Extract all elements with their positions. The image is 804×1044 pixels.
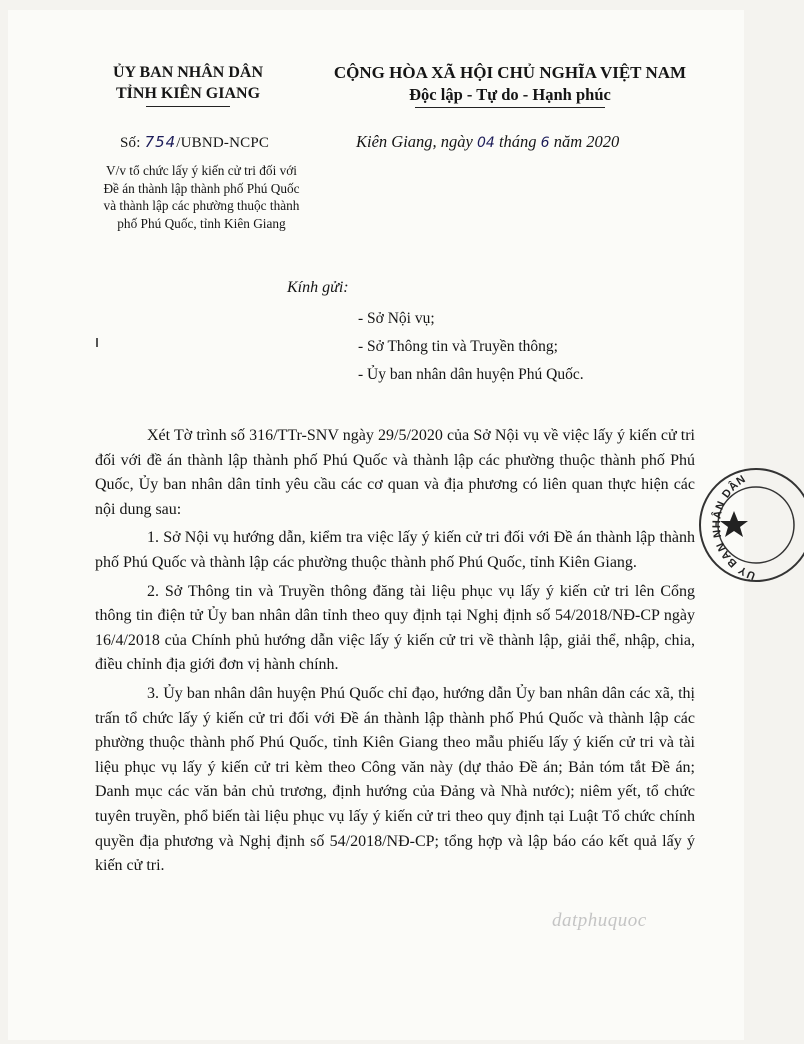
document-body <box>95 424 695 883</box>
issuing-organization <box>78 62 298 107</box>
watermark: datphuquoc <box>552 910 647 931</box>
docno-suffix: /UBND-NCPC <box>176 135 270 151</box>
subject-line-4: phố Phú Quốc, tỉnh Kiên Giang <box>117 215 286 231</box>
nation-title: CỘNG HÒA XÃ HỘI CHỦ NGHĨA VIỆT NAM <box>333 63 687 82</box>
document-number <box>120 133 269 152</box>
docno-number: 754 <box>144 133 177 151</box>
official-seal-icon <box>694 455 804 595</box>
greeting: Kính gửi: <box>287 279 349 296</box>
org-line-1: ỦY BAN NHÂN DÂN <box>112 64 264 81</box>
scan-mark <box>96 338 98 347</box>
national-motto: Độc lập - Tự do - Hạnh phúc <box>409 85 611 104</box>
date-month: 6 <box>540 135 550 151</box>
subject-line-3: và thành lập các phường thuộc thành <box>103 198 300 213</box>
subject-line-1: V/v tổ chức lấy ý kiến cử tri đối với <box>106 163 297 178</box>
date-line <box>356 132 619 152</box>
date-month-label: tháng <box>498 132 537 151</box>
national-heading <box>330 62 690 108</box>
org-underline <box>146 106 230 107</box>
item-3-paragraph: 3. Ủy ban nhân dân huyện Phú Quốc chỉ đạo, hướng dẫn Ủy ban nhân dân các xã, thị trấn tổ chức lấy ý kiến cử tri đối với Đề án thành lập thành phố Phú Quốc và thành lập các phường thuộc thành phố Phú Quốc, tỉnh Kiên Giang theo mẫu phiếu lấy ý kiến cử tri và tài liệu phục vụ lấy ý kiến cử tri kèm theo Công văn này (dự thảo Đề án; Bản tóm tắt Đề án; Danh mục các văn bản chủ trương, định hướng của Đảng và Nhà nước); niêm yết, tổ chức tuyên truyền, phổ biến tài liệu phục vụ lấy ý kiến cử tri theo quy định tại Luật Tổ chức chính quyền địa phương và Nghị định số 54/2018/NĐ-CP; tổng hợp và lập báo cáo kết quả lấy ý kiến cử tri. <box>95 684 695 875</box>
subject-summary <box>74 162 329 232</box>
org-line-2: TỈNH KIÊN GIANG <box>115 85 261 102</box>
item-2-paragraph: 2. Sở Thông tin và Truyền thông đăng tài liệu phục vụ lấy ý kiến cử tri lên Cổng thông tin điện tử Ủy ban nhân dân tỉnh theo quy định tại Nghị định số 54/2018/NĐ-CP ngày 16/4/2018 của Chính phủ hướng dẫn việc lấy ý kiến cử tri về thành lập, giải thể, nhập, chia, điều chỉnh địa giới đơn vị hành chính. <box>95 582 695 674</box>
item-1-paragraph: 1. Sở Nội vụ hướng dẫn, kiểm tra việc lấy ý kiến cử tri đối với Đề án thành lập thành phố Phú Quốc và thành lập các phường thuộc thành phố Phú Quốc, tỉnh Kiên Giang. <box>95 529 695 571</box>
docno-prefix: Số: <box>120 135 141 151</box>
date-prefix: Kiên Giang, ngày <box>356 132 473 151</box>
recipient-item: - Ủy ban nhân dân huyện Phú Quốc. <box>358 366 584 383</box>
motto-underline <box>415 107 605 108</box>
recipient-list <box>358 305 584 389</box>
recipient-item: - Sở Thông tin và Truyền thông; <box>358 338 558 355</box>
intro-paragraph: Xét Tờ trình số 316/TTr-SNV ngày 29/5/2020 của Sở Nội vụ về việc lấy ý kiến cử tri đối với đề án thành lập thành phố Phú Quốc và thành lập các phường thuộc thành phố Phú Quốc, Ủy ban nhân dân tỉnh yêu cầu các cơ quan và địa phương có liên quan thực hiện các nội dung sau: <box>95 427 695 518</box>
date-year: năm 2020 <box>553 132 620 151</box>
subject-line-2: Đề án thành lập thành phố Phú Quốc <box>103 180 300 196</box>
date-day: 04 <box>477 135 495 151</box>
seal-text: ỦY BAN NHÂN DÂN <box>710 472 758 582</box>
recipient-item: - Sở Nội vụ; <box>358 310 435 327</box>
